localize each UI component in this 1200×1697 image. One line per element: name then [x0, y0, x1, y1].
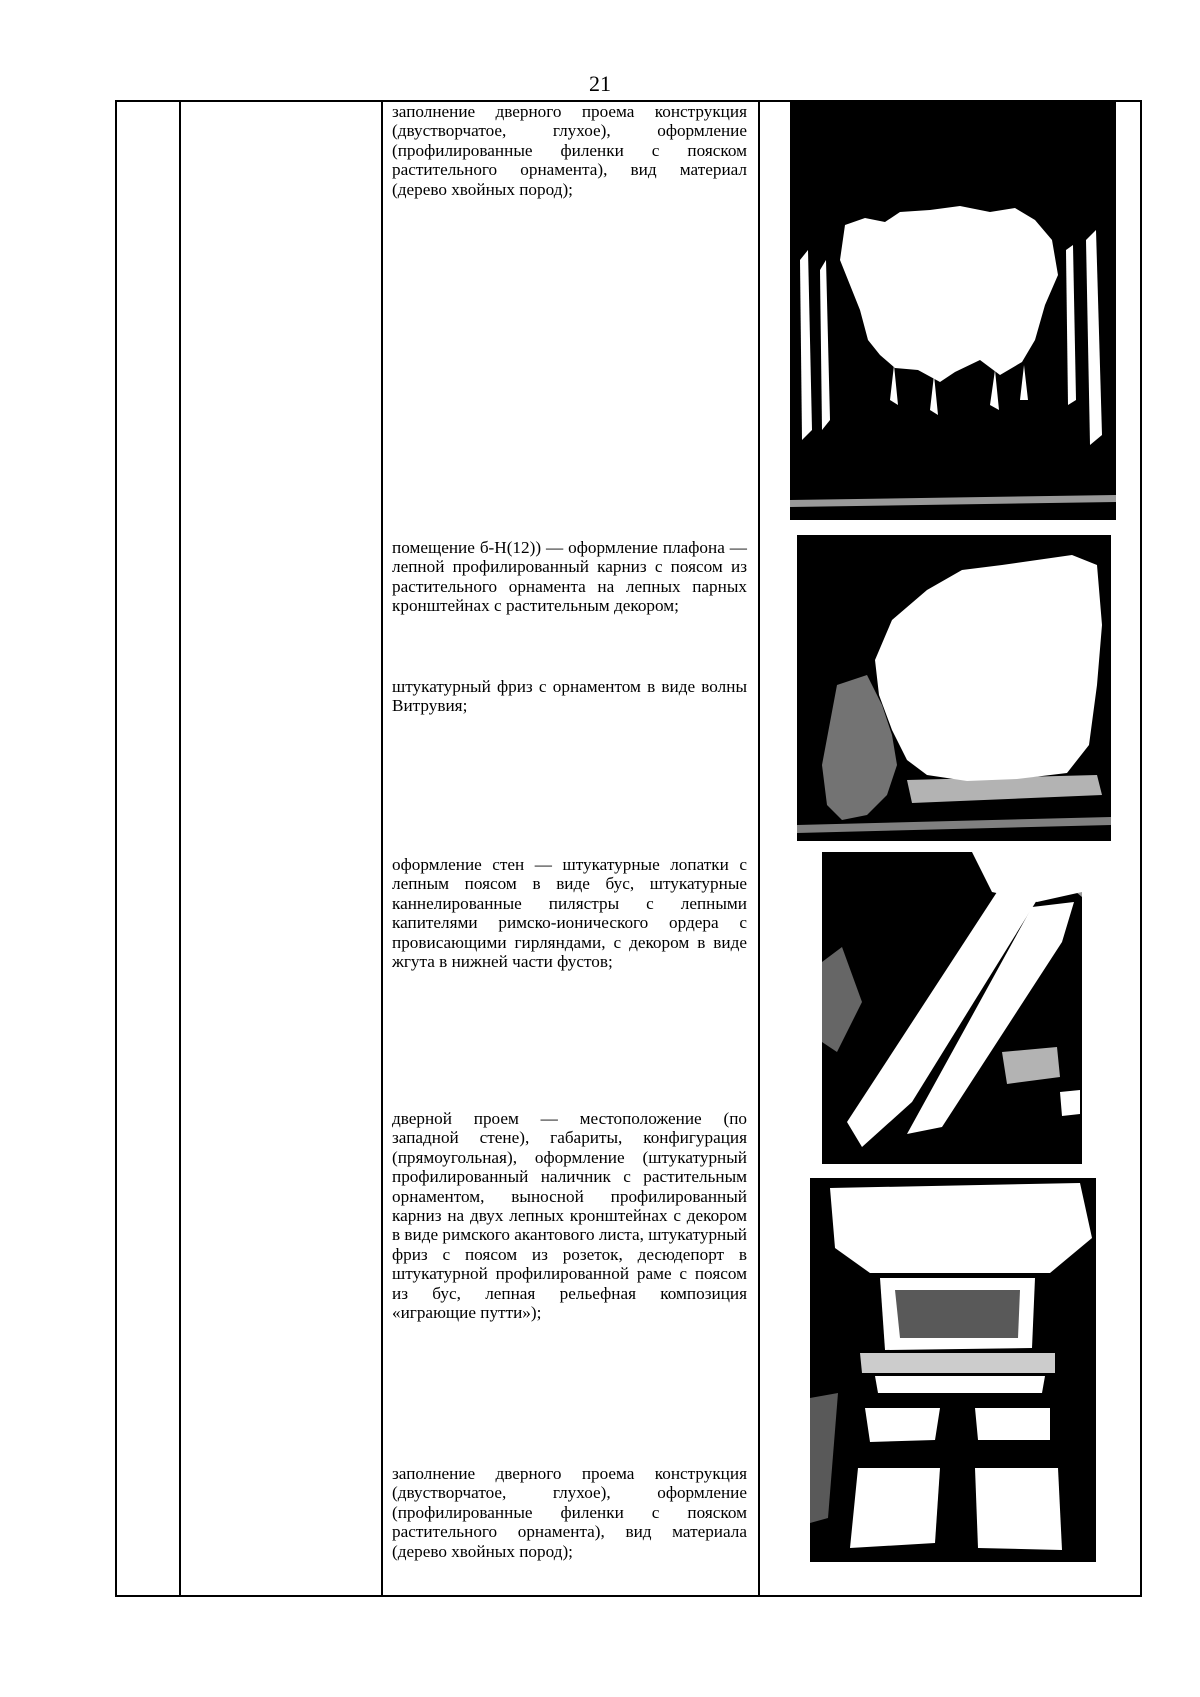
column-divider-2	[381, 100, 383, 1597]
description-ceiling: помещение б-Н(12)) — оформление плафона — лепной профилированный карниз с поясом из растительного орнамента на лепных парных кронштейнах с растительным декором;	[392, 538, 747, 616]
photo-doorway	[810, 1178, 1096, 1562]
description-door-filling: заполнение дверного проема конструкция (двустворчатое, глухое), оформление (профилированные филенки с пояском растительного орнамента), вид материал (дерево хвойных пород);	[392, 102, 747, 199]
description-walls: оформление стен — штукатурные лопатки с лепным поясом в виде бус, штукатурные каннелированные пилястры с лепными капителями римско-ионического ордера с провисающими гирляндами, с декором в виде жгута в нижней части фустов;	[392, 855, 747, 972]
description-frieze: штукатурный фриз с орнаментом в виде волны Витрувия;	[392, 677, 747, 716]
column-divider-1	[179, 100, 181, 1597]
description-doorway: дверной проем — местоположение (по западной стене), габариты, конфигурация (прямоугольная), оформление (штукатурный профилированный наличник с растительным орнаментом, выносной профилированный карниз на двух лепных кронштейнах с декором в виде римского акантового листа, штукатурный фриз с поясом из розеток, десюдепорт в штукатурной профилированной раме с поясом из бус, лепная рельефная композиция «играющие путти»);	[392, 1109, 747, 1323]
photo-ceiling-cornice	[797, 535, 1111, 841]
column-divider-3	[758, 100, 760, 1597]
photo-ceiling-view	[790, 100, 1116, 520]
description-door-filling-2: заполнение дверного проема конструкция (двустворчатое, глухое), оформление (профилированные филенки с пояском растительного орнамента), вид материала (дерево хвойных пород);	[392, 1464, 747, 1561]
photo-wall-pilasters	[822, 852, 1082, 1164]
page-number: 21	[589, 71, 611, 96]
